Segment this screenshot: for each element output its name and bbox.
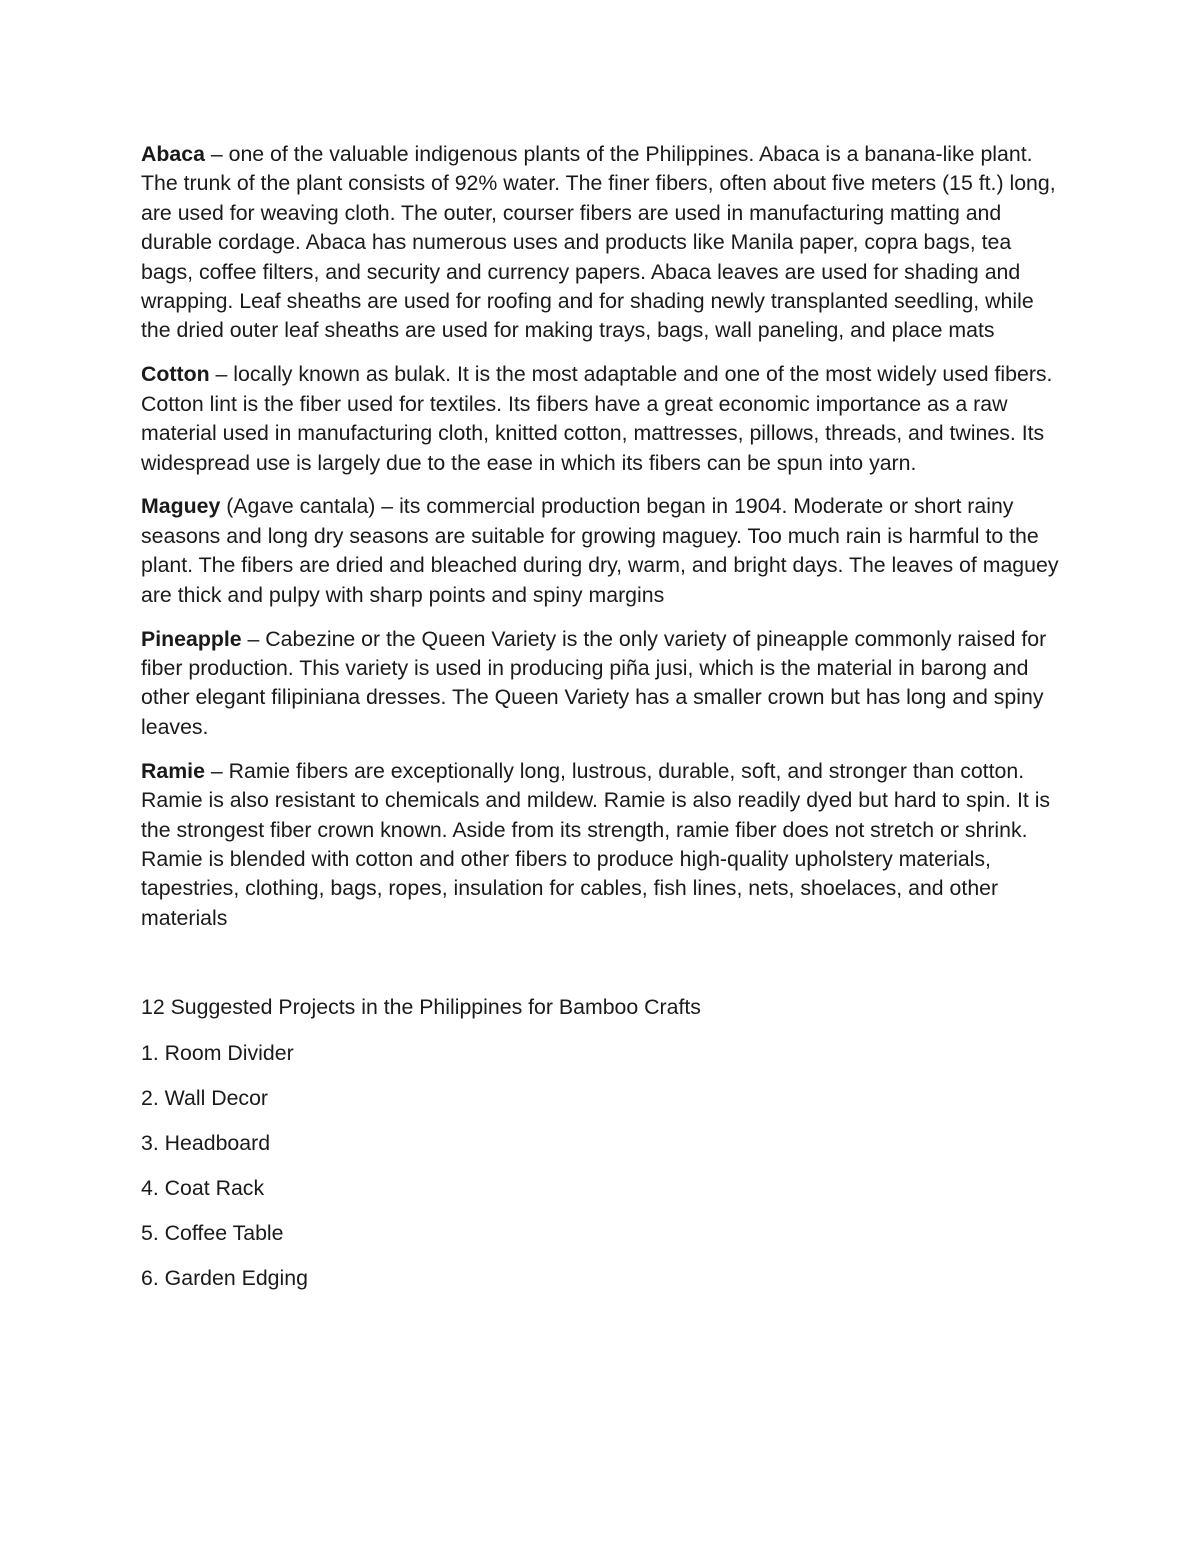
entry-cotton [141, 360, 1061, 478]
entry-term: Maguey [141, 494, 221, 519]
list-item: 6. Garden Edging [141, 1265, 308, 1290]
entry-term: Ramie [141, 758, 205, 783]
entry-pineapple [141, 625, 1061, 743]
entry-maguey [141, 492, 1061, 610]
entry-abaca [141, 140, 1061, 346]
entry-text: – its commercial production began in 1904. Moderate or short rainy seasons and long dry seasons are suitable for growing maguey. Too much rain is harmful to the plant. The fibers are dried and bleached during dry, warm, and bright days. The leaves of maguey are thick and pulpy with sharp points and spiny margins [141, 494, 1059, 607]
list-item: 5. Coffee Table [141, 1220, 284, 1245]
list-item: 2. Wall Decor [141, 1085, 269, 1110]
project-list [141, 1039, 1061, 1293]
entry-text: – locally known as bulak. It is the most adaptable and one of the most widely used fibers. Cotton lint is the fiber used for textiles. Its fibers have a great economic importance as a raw material used in manufacturing cloth, knitted cotton, mattresses, pillows, threads, and twines. Its widespread use is largely due to the ease in which its fibers can be spun into yarn. [141, 362, 1053, 475]
entry-term: Abaca [141, 142, 205, 166]
entry-qualifier: (Agave cantala) [220, 494, 376, 519]
document-page [141, 140, 1061, 1309]
projects-section [141, 993, 1061, 1293]
entry-term: Pineapple [141, 626, 242, 651]
list-item: 3. Headboard [141, 1130, 271, 1155]
entry-text: – Ramie fibers are exceptionally long, lustrous, durable, soft, and stronger than cotton. Ramie is also resistant to chemicals and mildew. Ramie is also readily dyed but hard to spin. It is the strongest fiber crown known. Aside from its strength, ramie fiber does not stretch or shrink. Ramie is blended with cotton and other fibers to produce high-quality upholstery materials, tapestries, clothing, bags, ropes, insulation for cables, fish lines, nets, shoelaces, and other materials [141, 758, 1051, 930]
projects-title: 12 Suggested Projects in the Philippines for Bamboo Crafts [141, 995, 701, 1020]
entry-ramie [141, 757, 1061, 933]
entry-term: Cotton [141, 362, 210, 387]
entry-text: – one of the valuable indigenous plants of the Philippines. Abaca is a banana-like plant. The trunk of the plant consists of 92% water. The finer fibers, often about five meters (15 ft.) long, are used for weaving cloth. The outer, courser fibers are used in manufacturing matting and durable cordage. Abaca has numerous uses and products like Manila paper, copra bags, tea bags, coffee filters, and security and currency papers. Abaca leaves are used for shading and wrapping. Leaf sheaths are used for roofing and for shading newly transplanted seedling, while the dried outer leaf sheaths are used for making trays, bags, wall paneling, and place mats [141, 142, 1056, 343]
entry-text: – Cabezine or the Queen Variety is the only variety of pineapple commonly raised for fiber production. This variety is used in producing piña jusi, which is the material in barong and other elegant filipiniana dresses. The Queen Variety has a smaller crown but has long and spiny leaves. [141, 626, 1047, 739]
list-item: 1. Room Divider [141, 1040, 294, 1065]
list-item: 4. Coat Rack [141, 1175, 265, 1200]
